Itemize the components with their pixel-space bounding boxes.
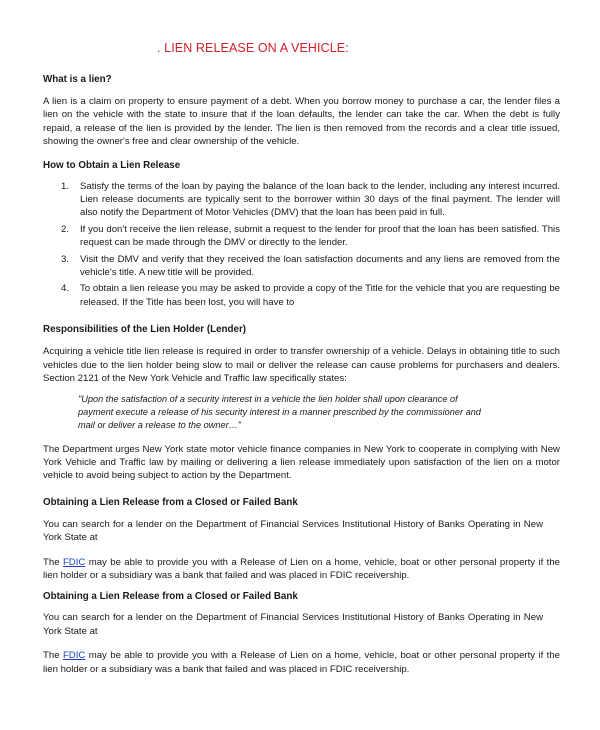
- list-item: [43, 253, 560, 280]
- step-number: 1.: [61, 180, 70, 192]
- paragraph-search-lender-1: You can search for a lender on the Department of Financial Services Institutional History of Banks Operating in New York State at: [43, 518, 543, 544]
- document-title: [157, 40, 560, 56]
- fdic-prefix: The: [43, 650, 63, 662]
- heading-responsibilities: Responsibilities of the Lien Holder (Lender): [43, 324, 247, 336]
- step-text: Satisfy the terms of the loan by paying the balance of the loan back to the lender, including any interest incurred. Lien release documents are typically sent to the borrower within 30 days of the final payment. The lender will also notify the Department of Motor Vehicles (DMV) that the loan has been paid in full.: [80, 180, 560, 219]
- step-text: Visit the DMV and verify that they received the loan satisfaction documents and any liens are removed from the vehicle's title. A new title will be provided.: [80, 253, 560, 279]
- heading-closed-bank-2: Obtaining a Lien Release from a Closed or Failed Bank: [43, 591, 298, 603]
- list-item: [43, 180, 560, 220]
- fdic-prefix: The: [43, 556, 63, 568]
- title-prefix: .: [157, 41, 161, 55]
- steps-list: [43, 180, 560, 310]
- heading-what-is-a-lien: What is a lien?: [43, 74, 112, 85]
- fdic-text: may be able to provide you with a Release of Lien on a home, vehicle, boat or other personal property if the lien holder or a subsidiary was a bank that failed and was placed in FDIC receivership.: [43, 556, 561, 581]
- paragraph-responsibilities: Acquiring a vehicle title lien release is required in order to transfer ownership of a vehicle. Delays in obtaining title to such vehicles due to the lien holder being slow to mail or deliver the release can cause problems for purchasers and dealers. Section 2121 of the New York Vehicle and Traffic law specifically states:: [43, 346, 560, 385]
- title-text: LIEN RELEASE ON A VEHICLE:: [164, 41, 349, 55]
- fdic-link[interactable]: FDIC: [62, 650, 86, 662]
- step-number: 4.: [61, 283, 70, 295]
- paragraph-what-is-a-lien: A lien is a claim on property to ensure payment of a debt. When you borrow money to purchase a car, the lender files a lien on the vehicle with the state to insure that if the loan defaults, the lender can take the car. When the debt is fully repaid, a release of the lien is provided by the lender. The lien is then removed from the records and a clear title issued, showing the owner's free and clear ownership of the vehicle.: [43, 96, 560, 148]
- paragraph-fdic-1: [43, 556, 560, 583]
- step-text: To obtain a lien release you may be asked to provide a copy of the Title for the vehicle that you are requesting be released. If the Title has been lost, you will have to: [80, 283, 560, 308]
- step-text: If you don't receive the lien release, submit a request to the lender for proof that the loan has been satisfied. This request can be made through the DMV or directly to the lender.: [80, 223, 560, 249]
- step-number: 3.: [61, 253, 70, 265]
- paragraph-fdic-2: [43, 649, 560, 676]
- law-quote: "Upon the satisfaction of a security interest in a vehicle the lien holder shall upon clearance of payment execute a release of his security interest in a manner prescribed by the commissioner and mail or deliver a release to the owner…": [78, 393, 481, 430]
- paragraph-search-lender-2: You can search for a lender on the Department of Financial Services Institutional History of Banks Operating in New York State at: [43, 612, 543, 637]
- paragraph-department: The Department urges New York state motor vehicle finance companies in New York to cooperate in complying with New York Vehicle and Traffic law by mailing or delivering a lien release immediately upon satisfaction of the lien on a motor vehicle to avoid being subject to action by the Department.: [43, 443, 560, 482]
- fdic-text: may be able to provide you with a Release of Lien on a home, vehicle, boat or other personal property if the lien holder or a subsidiary was a bank that failed and was placed in FDIC receivership.: [43, 650, 561, 675]
- list-item: [43, 282, 560, 309]
- fdic-link[interactable]: FDIC: [62, 556, 86, 568]
- step-number: 2.: [61, 223, 70, 235]
- heading-closed-bank-1: Obtaining a Lien Release from a Closed or Failed Bank: [43, 496, 298, 508]
- list-item: [43, 223, 560, 250]
- heading-how-to-obtain: How to Obtain a Lien Release: [43, 159, 181, 171]
